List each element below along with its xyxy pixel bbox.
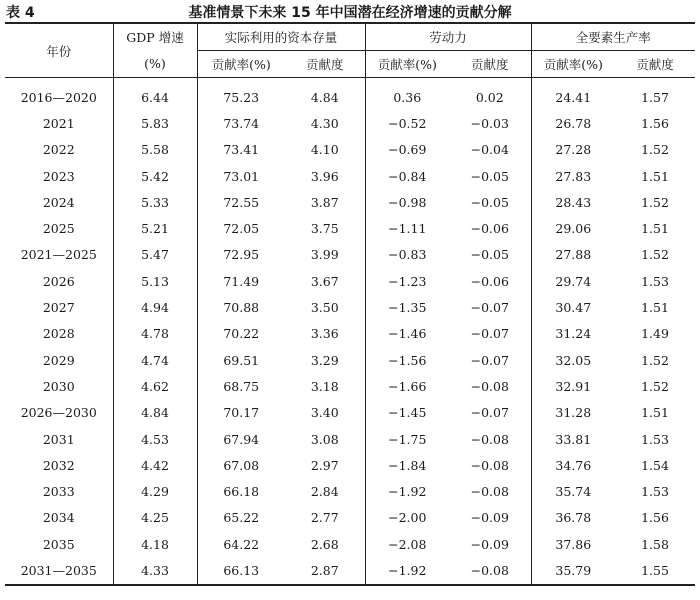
table-row [5, 452, 695, 478]
cell-tfp-rate: 27.88 [555, 247, 592, 263]
table-row [5, 110, 695, 136]
header-labor-rate: 贡献率(%) [365, 51, 449, 78]
cell-year: 2024 [5, 189, 113, 215]
cell-tfp-degree: 1.52 [641, 378, 669, 394]
table-row [5, 137, 695, 163]
cell-year: 2032 [5, 452, 113, 478]
cell-year: 2028 [5, 321, 113, 347]
cell-capital-rate: 65.22 [223, 510, 260, 526]
cell-tfp-rate: 35.79 [531, 557, 615, 584]
cell-gdp: 6.44 [113, 78, 197, 111]
cell-gdp: 5.58 [113, 137, 197, 163]
cell-tfp-rate: 26.78 [555, 115, 592, 131]
cell-tfp-rate: 28.43 [555, 194, 592, 210]
table-row [5, 505, 695, 531]
cell-labor-rate: −1.35 [388, 300, 427, 316]
cell-labor-degree: −0.08 [449, 478, 531, 504]
header-capital-rate: 贡献率(%) [197, 51, 285, 78]
cell-tfp-degree: 1.56 [641, 115, 669, 131]
cell-labor-rate: −1.23 [388, 273, 427, 289]
cell-tfp-degree: 1.54 [641, 457, 669, 473]
cell-tfp-degree: 1.52 [641, 142, 669, 158]
cell-labor-rate: −1.75 [388, 431, 427, 447]
cell-labor-rate: 0.36 [393, 89, 422, 105]
cell-tfp-degree: 1.51 [641, 300, 669, 316]
cell-tfp-rate: 34.76 [555, 457, 592, 473]
table-row [5, 347, 695, 373]
cell-labor-rate: −1.84 [388, 457, 427, 473]
cell-capital-degree: 3.67 [285, 268, 365, 294]
cell-gdp: 4.74 [113, 347, 197, 373]
cell-labor-degree: 0.02 [449, 78, 531, 111]
cell-gdp: 5.13 [113, 268, 197, 294]
cell-tfp-rate: 29.06 [555, 221, 592, 237]
table-row [5, 373, 695, 399]
cell-capital-degree: 4.84 [285, 78, 365, 111]
cell-tfp-degree: 1.52 [641, 352, 669, 368]
header-capital-degree: 贡献度 [285, 51, 365, 78]
cell-tfp-rate: 29.74 [555, 273, 592, 289]
table-body [5, 78, 695, 585]
table-row [5, 163, 695, 189]
cell-capital-rate: 66.18 [223, 484, 260, 500]
cell-year: 2021 [5, 110, 113, 136]
cell-gdp: 4.33 [113, 557, 197, 584]
cell-labor-rate: −2.00 [388, 510, 427, 526]
header-tfp-rate: 贡献率(%) [531, 51, 615, 78]
header-capital: 实际利用的资本存量 [197, 23, 365, 51]
cell-labor-degree: −0.03 [449, 110, 531, 136]
cell-tfp-rate: 27.28 [555, 142, 592, 158]
cell-tfp-degree: 1.49 [641, 326, 669, 342]
cell-labor-degree: −0.08 [449, 426, 531, 452]
cell-year: 2021—2025 [5, 242, 113, 268]
cell-tfp-degree: 1.51 [641, 221, 669, 237]
header-year: 年份 [5, 23, 113, 78]
cell-gdp: 4.62 [113, 373, 197, 399]
cell-capital-degree: 3.99 [285, 242, 365, 268]
cell-labor-rate: −1.92 [388, 484, 427, 500]
cell-capital-degree: 3.18 [285, 373, 365, 399]
cell-labor-degree: −0.08 [449, 373, 531, 399]
cell-capital-rate: 67.08 [223, 457, 260, 473]
table-row [5, 557, 695, 584]
cell-year: 2033 [5, 478, 113, 504]
cell-gdp: 4.84 [113, 400, 197, 426]
cell-labor-degree: −0.07 [449, 321, 531, 347]
cell-gdp: 4.18 [113, 531, 197, 557]
header-labor: 劳动力 [365, 23, 531, 51]
cell-labor-degree: −0.08 [449, 452, 531, 478]
cell-capital-rate: 72.55 [223, 194, 260, 210]
contribution-table [5, 22, 695, 586]
cell-year: 2031 [5, 426, 113, 452]
cell-tfp-rate: 37.86 [555, 536, 592, 552]
cell-labor-degree: −0.06 [449, 215, 531, 241]
table-row [5, 426, 695, 452]
cell-gdp: 5.33 [113, 189, 197, 215]
cell-labor-degree: −0.08 [449, 557, 531, 584]
header-gdp-unit: (%) [113, 51, 197, 78]
cell-capital-degree: 2.97 [285, 452, 365, 478]
cell-labor-rate: −1.11 [388, 221, 427, 237]
cell-tfp-rate: 31.24 [555, 326, 592, 342]
cell-year: 2029 [5, 347, 113, 373]
cell-labor-rate: −1.46 [388, 326, 427, 342]
cell-labor-degree: −0.05 [449, 189, 531, 215]
cell-tfp-degree: 1.52 [641, 247, 669, 263]
cell-labor-degree: −0.06 [449, 268, 531, 294]
cell-labor-rate: −0.84 [388, 168, 427, 184]
cell-year: 2016—2020 [5, 78, 113, 111]
cell-gdp: 5.83 [113, 110, 197, 136]
cell-capital-degree: 3.40 [285, 400, 365, 426]
cell-gdp: 4.25 [113, 505, 197, 531]
cell-year: 2027 [5, 294, 113, 320]
cell-capital-degree: 2.77 [285, 505, 365, 531]
cell-capital-degree: 3.75 [285, 215, 365, 241]
cell-labor-degree: −0.07 [449, 400, 531, 426]
cell-capital-rate: 64.22 [223, 536, 260, 552]
cell-year: 2026 [5, 268, 113, 294]
cell-capital-rate: 70.22 [223, 326, 260, 342]
cell-capital-rate: 73.41 [223, 142, 260, 158]
cell-labor-rate: −0.52 [388, 115, 427, 131]
cell-tfp-degree: 1.52 [641, 194, 669, 210]
cell-tfp-degree: 1.53 [641, 431, 669, 447]
cell-year: 2031—2035 [5, 557, 113, 584]
cell-year: 2035 [5, 531, 113, 557]
cell-labor-degree: −0.05 [449, 242, 531, 268]
cell-capital-rate: 75.23 [223, 89, 260, 105]
table-row [5, 189, 695, 215]
cell-tfp-rate: 32.91 [555, 378, 592, 394]
cell-tfp-rate: 30.47 [555, 300, 592, 316]
cell-capital-rate: 70.17 [223, 405, 260, 421]
cell-capital-degree: 4.30 [285, 110, 365, 136]
cell-labor-rate: −0.98 [388, 194, 427, 210]
cell-gdp: 4.94 [113, 294, 197, 320]
cell-labor-degree: −0.09 [449, 505, 531, 531]
cell-gdp: 4.42 [113, 452, 197, 478]
cell-tfp-degree: 1.51 [641, 405, 669, 421]
cell-tfp-rate: 31.28 [555, 405, 592, 421]
cell-tfp-degree: 1.56 [641, 510, 669, 526]
cell-gdp: 5.21 [113, 215, 197, 241]
header-tfp: 全要素生产率 [531, 23, 695, 51]
table-title: 基准情景下未来 15 年中国潜在经济增速的贡献分解 [188, 5, 512, 21]
cell-labor-rate: −1.56 [388, 352, 427, 368]
cell-capital-degree: 2.68 [285, 531, 365, 557]
cell-capital-degree: 3.29 [285, 347, 365, 373]
cell-labor-degree: −0.09 [449, 531, 531, 557]
cell-labor-rate: −2.08 [388, 536, 427, 552]
cell-capital-degree: 4.10 [285, 137, 365, 163]
cell-capital-rate: 70.88 [223, 300, 260, 316]
cell-labor-rate: −1.45 [388, 405, 427, 421]
cell-year: 2022 [5, 137, 113, 163]
cell-gdp: 4.78 [113, 321, 197, 347]
cell-capital-rate: 72.95 [223, 247, 260, 263]
cell-labor-degree: −0.04 [449, 137, 531, 163]
cell-gdp: 5.47 [113, 242, 197, 268]
cell-year: 2034 [5, 505, 113, 531]
cell-gdp: 5.42 [113, 163, 197, 189]
cell-capital-rate: 68.75 [223, 378, 260, 394]
cell-tfp-rate: 27.83 [555, 168, 592, 184]
cell-year: 2025 [5, 215, 113, 241]
table-caption [0, 0, 700, 22]
table-row [5, 321, 695, 347]
cell-capital-degree: 3.96 [285, 163, 365, 189]
cell-labor-degree: −0.05 [449, 163, 531, 189]
cell-tfp-rate: 24.41 [555, 89, 592, 105]
table-row [5, 215, 695, 241]
cell-capital-rate: 72.05 [223, 221, 260, 237]
table-row [5, 531, 695, 557]
cell-capital-rate: 67.94 [223, 431, 260, 447]
cell-gdp: 4.29 [113, 478, 197, 504]
cell-capital-degree: 3.08 [285, 426, 365, 452]
table-header [5, 23, 695, 78]
table-row [5, 478, 695, 504]
cell-capital-rate: 71.49 [223, 273, 260, 289]
cell-tfp-degree: 1.51 [641, 168, 669, 184]
header-labor-degree: 贡献度 [449, 51, 531, 78]
table-row [5, 268, 695, 294]
cell-tfp-degree: 1.53 [641, 484, 669, 500]
cell-capital-rate: 66.13 [197, 557, 285, 584]
cell-capital-rate: 73.74 [223, 115, 260, 131]
cell-capital-rate: 69.51 [223, 352, 260, 368]
table-row [5, 242, 695, 268]
cell-capital-degree: 3.36 [285, 321, 365, 347]
cell-tfp-rate: 35.74 [555, 484, 592, 500]
table-row [5, 400, 695, 426]
cell-capital-degree: 2.84 [285, 478, 365, 504]
cell-year: 2030 [5, 373, 113, 399]
cell-tfp-degree: 1.55 [615, 557, 695, 584]
table-number: 表 4 [6, 5, 35, 21]
cell-tfp-rate: 32.05 [555, 352, 592, 368]
cell-year: 2023 [5, 163, 113, 189]
cell-capital-degree: 2.87 [285, 557, 365, 584]
header-gdp: GDP 增速 [113, 23, 197, 51]
table-row [5, 78, 695, 111]
cell-tfp-rate: 33.81 [555, 431, 592, 447]
cell-labor-rate: −1.92 [365, 557, 449, 584]
cell-tfp-degree: 1.58 [641, 536, 669, 552]
cell-labor-rate: −0.83 [388, 247, 427, 263]
cell-capital-degree: 3.87 [285, 189, 365, 215]
cell-labor-rate: −0.69 [388, 142, 427, 158]
cell-labor-rate: −1.66 [388, 378, 427, 394]
cell-year: 2026—2030 [5, 400, 113, 426]
header-tfp-degree: 贡献度 [615, 51, 695, 78]
cell-labor-degree: −0.07 [449, 347, 531, 373]
cell-tfp-degree: 1.53 [641, 273, 669, 289]
cell-tfp-rate: 36.78 [555, 510, 592, 526]
table-row [5, 294, 695, 320]
cell-capital-rate: 73.01 [223, 168, 260, 184]
cell-tfp-degree: 1.57 [641, 89, 669, 105]
cell-capital-degree: 3.50 [285, 294, 365, 320]
cell-gdp: 4.53 [113, 426, 197, 452]
cell-labor-degree: −0.07 [449, 294, 531, 320]
